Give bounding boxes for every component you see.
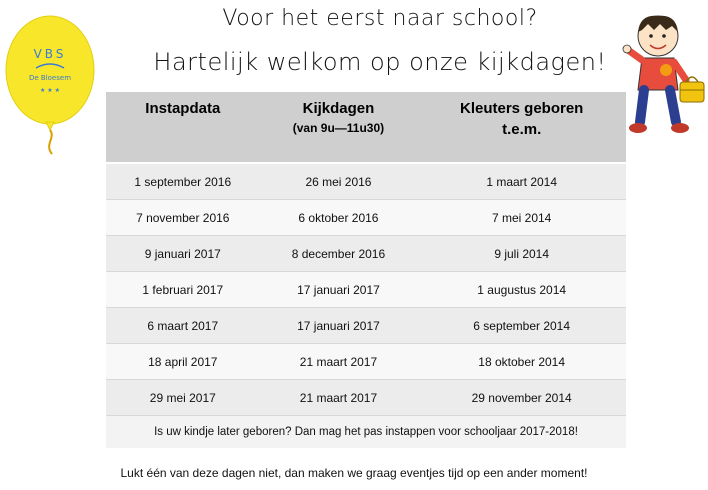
svg-text:VBS: VBS bbox=[33, 47, 67, 61]
table-row bbox=[106, 236, 626, 272]
table-cell: 17 januari 2017 bbox=[260, 308, 418, 344]
footer-note: Lukt één van deze dagen niet, dan maken we graag eventjes tijd op een ander moment! bbox=[120, 466, 588, 480]
table-header-row bbox=[106, 92, 626, 163]
table-cell: 1 september 2016 bbox=[106, 163, 260, 200]
table-row bbox=[106, 308, 626, 344]
table-cell: 18 april 2017 bbox=[106, 344, 260, 380]
kijkdagen-schedule-table bbox=[106, 92, 626, 448]
table-row bbox=[106, 344, 626, 380]
child-with-schoolbag-illustration bbox=[620, 10, 708, 140]
table-cell: 7 november 2016 bbox=[106, 200, 260, 236]
column-header-kijkdagen bbox=[260, 92, 418, 163]
table-cell: 6 oktober 2016 bbox=[260, 200, 418, 236]
table-cell: 9 juli 2014 bbox=[417, 236, 626, 272]
table-cell: 21 maart 2017 bbox=[260, 380, 418, 416]
header-label: Kleuters geboren bbox=[459, 100, 584, 117]
school-logo-balloon bbox=[0, 8, 100, 158]
table-cell: 6 maart 2017 bbox=[106, 308, 260, 344]
table-cell: 29 november 2014 bbox=[417, 380, 626, 416]
header-sublabel: (van 9u—11u30) bbox=[292, 121, 385, 135]
table-row bbox=[106, 163, 626, 200]
table-cell: 18 oktober 2014 bbox=[417, 344, 626, 380]
table-note-row bbox=[106, 416, 626, 449]
page-subtitle: Hartelijk welkom op onze kijkdagen! bbox=[153, 48, 607, 76]
header-sublabel: t.e.m. bbox=[502, 121, 542, 138]
table-cell: 29 mei 2017 bbox=[106, 380, 260, 416]
page-title: Voor het eerst naar school? bbox=[222, 6, 538, 31]
table-cell: 26 mei 2016 bbox=[260, 163, 418, 200]
table-cell: 8 december 2016 bbox=[260, 236, 418, 272]
svg-text:De Bloesem: De Bloesem bbox=[28, 74, 72, 82]
table-cell: 1 februari 2017 bbox=[106, 272, 260, 308]
later-born-note: Is uw kindje later geboren? Dan mag het pas instappen voor schooljaar 2017-2018! bbox=[106, 416, 626, 449]
header-label: Instapdata bbox=[145, 100, 221, 117]
table-cell: 1 augustus 2014 bbox=[417, 272, 626, 308]
svg-text:★ ★ ★: ★ ★ ★ bbox=[40, 87, 60, 94]
table-cell: 7 mei 2014 bbox=[417, 200, 626, 236]
table-cell: 6 september 2014 bbox=[417, 308, 626, 344]
table-row bbox=[106, 380, 626, 416]
column-header-instapdata bbox=[106, 92, 260, 163]
table-cell: 21 maart 2017 bbox=[260, 344, 418, 380]
table-cell: 9 januari 2017 bbox=[106, 236, 260, 272]
table-cell: 17 januari 2017 bbox=[260, 272, 418, 308]
table-cell: 1 maart 2014 bbox=[417, 163, 626, 200]
header-label: Kijkdagen bbox=[302, 100, 375, 117]
table-row bbox=[106, 272, 626, 308]
table-row bbox=[106, 200, 626, 236]
column-header-kleuters-geboren bbox=[417, 92, 626, 163]
